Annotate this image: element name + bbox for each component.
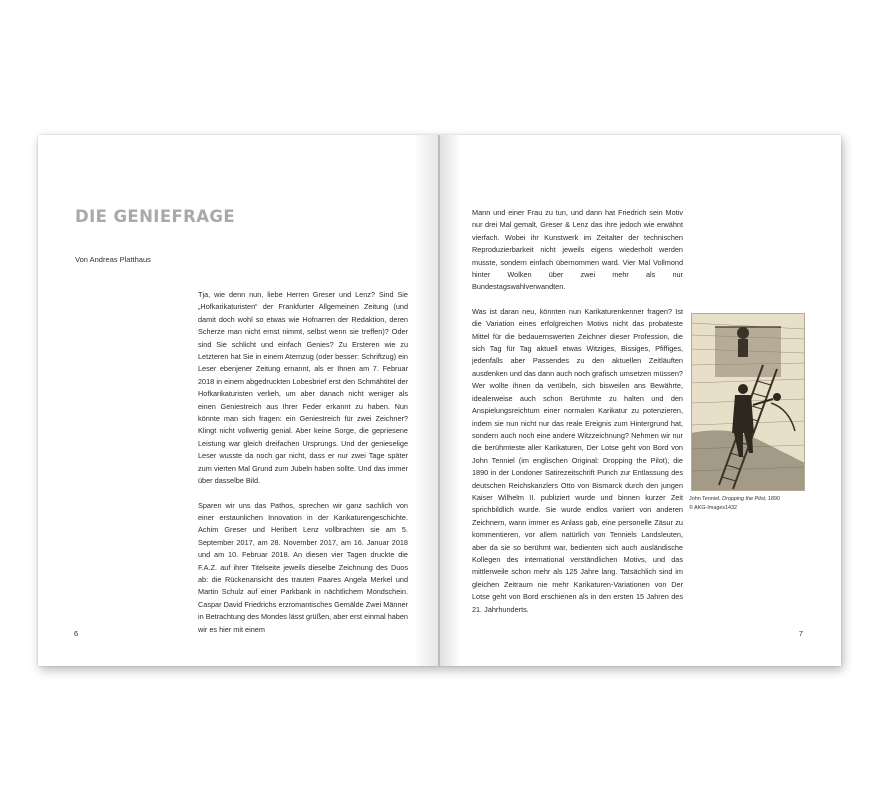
author-byline: Von Andreas Platthaus <box>75 255 151 264</box>
engraving-image <box>691 313 805 491</box>
paragraph: Tja, wie denn nun, liebe Herren Greser und Lenz? Sind Sie „Hofkarikaturisten“ der Frankfurter Allgemeinen Zeitung (und damit doch wohl so etwas wie Hofnarren der Redaktion, deren Scherze man nicht ernst nimmt, selbst wenn sie treffen)? Oder sind Sie schlicht und einfach Genies? Zu Ersteren wie zu Letzteren hat Sie in einem Atemzug (oder besser: Schriftzug) ein Leser ebenjener Zeitung ernannt, als er Ihnen am 7. Februar 2018 in einem abgedruckten Lobesbrief erst den Schmähtitel der Hofkarikaturisten verlieh, um aber danach nicht weniger als einen Geniestreich aus Ihrer Feder erkannt zu haben. Nun könnte man sich fragen: ein Geniestreich für zwei Zeichner? Klingt nicht vollwertig genial. Aber keine Sorge, die gepriesene Leistung war gleich dreifachen Ursprungs. Und der genieselige Leser wusste da noch gar nicht, dass er nur zwei Tage später zum vierten Mal Grund zum Jubeln haben sollte. Und das immer über dasselbe Bild. <box>198 290 408 486</box>
gutter-shadow <box>413 135 439 666</box>
page-number-left: 6 <box>74 629 79 638</box>
gutter-shadow <box>439 135 461 666</box>
page-number-right: 7 <box>798 629 803 638</box>
left-text-column <box>198 289 408 636</box>
book-spread <box>38 135 841 666</box>
paragraph: Was ist daran neu, könnten nun Karikaturenkenner fragen? Ist die Variation eines erfolgreichen Motivs nicht das probateste Mittel für die bedauernswerten Zeichner dieser Profession, die sich Tag für Tag aktuell etwas Witziges, Bissiges, Pfiffiges, jedenfalls aber Passendes zu den aktuellen Zeitläuften ausdenken und das dann auch noch grafisch umsetzen müssen? Wer wollte ihnen da verübeln, sich bisweilen ans Bewährte, idealerweise auch schon Berühmte zu halten und den Anspielungsreichtum einer normalen Karikatur zu potenzieren, indem sie nun nicht nur das reale Ereignis zum Hintergrund hat, sondern auch noch eine andere Witzzeichnung? Nehmen wir nur die berühmteste aller Karikaturen, Der Lotse geht von Bord von John Tenniel (im englischen Original: Dropping the Pilot), die 1890 in der Londoner Satirezeitschrift Punch zur Entlassung des deutschen Reichskanzlers Otto von Bismarck durch den jungen Kaiser Wilhelm II. publiziert wurde und binnen kurzer Zeit sprichbildlich wurde. Sie wurde endlos variiert von anderen Zeichnern, wann immer es Anlass gab, eine personelle Zäsur zu kommentieren, vor allem natürlich von Tenniels Landsleuten, aber da sie so berühmt war, bedienten sich auch ausländische Kollegen des international verständlichen Motivs, und das mittlerweile schon mehr als 125 Jahre lang. Tatsächlich sind im gleichen Zeitraum nie mehr Karikaturen-Variationen von Der Lotse geht von Bord erschienen als in den ersten 15 Jahren des 21. Jahrhunderts. <box>472 306 683 614</box>
paragraph: Mann und einer Frau zu tun, und dann hat Friedrich sein Motiv nur drei Mal gemalt, Greser & Lenz das ihre jedoch wie erwähnt vierfach. Wobei ihr Kunstwerk im Zeitalter der technischen Reproduzierbarkeit nicht jeweils eigens wiederholt werden musste, sondern einfach übernommen ward. Vier Mal Vollmond hinter Wolken über zwei mehr als nur Bundestagswahlverwandten. <box>472 208 683 292</box>
right-text-column <box>472 207 683 616</box>
paragraph: Sparen wir uns das Pathos, sprechen wir ganz sachlich von einer erstaunlichen Innovation in der Karikaturengeschichte. Achim Greser und Heribert Lenz vollbrachten sie am 5. September 2017, am 28. November 2017, am 16. Januar 2018 und am 10. Februar 2018. An diesen vier Tagen druckte die F.A.Z. auf ihrer Titelseite jeweils dieselbe Zeichnung des Duos ab: die Rückenansicht des trauten Paares Angela Merkel und Martin Schulz auf einer Parkbank in nächtlichem Mondschein. Caspar David Friedrichs erzromantisches Gemälde Zwei Männer in Betrachtung des Mondes lässt grüßen, aber erst einmal haben wir es hier mit einem <box>198 500 408 634</box>
right-page <box>439 135 841 666</box>
left-page <box>38 135 439 666</box>
book-spine <box>438 135 440 666</box>
chapter-title: DIE GENIEFRAGE <box>75 207 236 226</box>
figure-caption: John Tenniel, Dropping the Pilot, 1890 © AKG-Images1432 <box>689 496 781 511</box>
illustration-dropping-the-pilot <box>691 313 805 491</box>
